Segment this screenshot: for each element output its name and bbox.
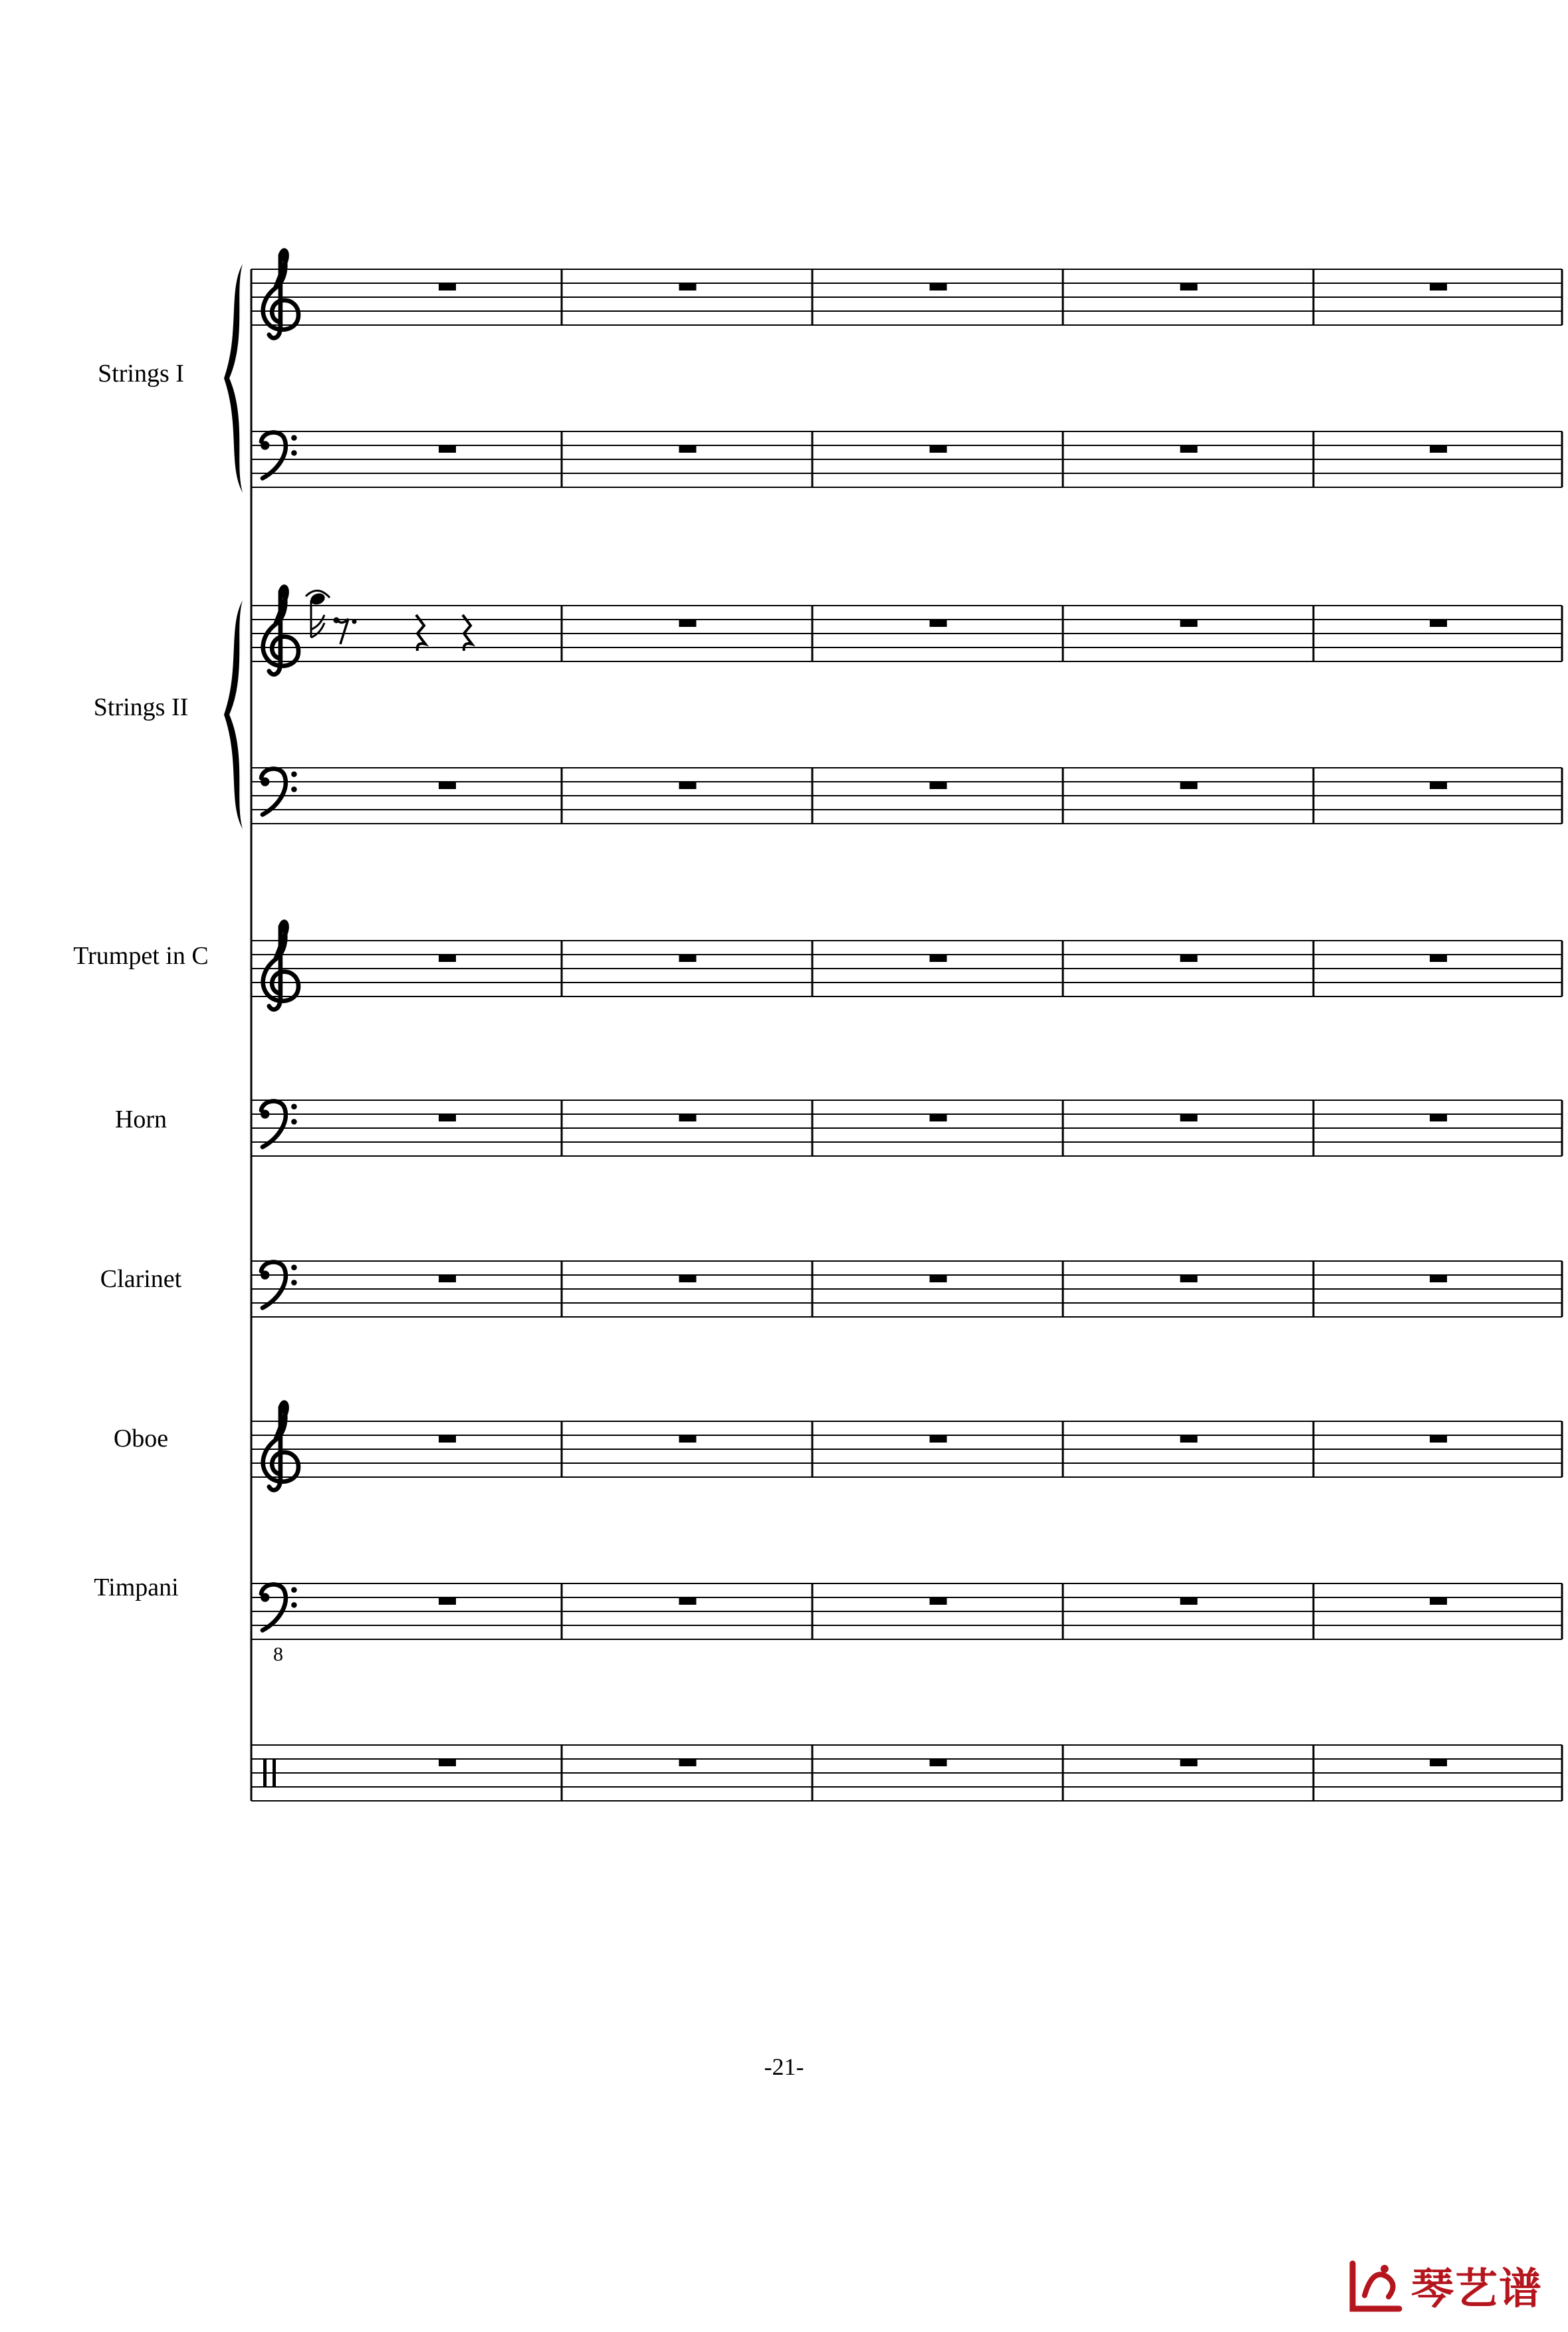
whole-rest-horn-4: [1180, 1114, 1198, 1121]
whole-rest-trumpet-5: [1430, 955, 1447, 962]
label-clarinet: Clarinet: [100, 1265, 182, 1293]
percussion-clef-icon: [263, 1760, 267, 1788]
whole-rest-strings1-bass-4: [1180, 445, 1198, 453]
whole-rest-strings2-bass-5: [1430, 782, 1447, 789]
clef-octave-mark: 8: [273, 1643, 283, 1665]
music-note-logo-icon: [1346, 2256, 1406, 2315]
bass-clef-icon: [261, 768, 297, 814]
whole-rest-strings1-bass-1: [439, 445, 456, 453]
whole-rest-percussion-3: [930, 1759, 947, 1766]
whole-rest-percussion-1: [439, 1759, 456, 1766]
whole-rest-trumpet-4: [1180, 955, 1198, 962]
whole-rest-strings2-treble-4: [1180, 620, 1198, 627]
whole-rest-horn-1: [439, 1114, 456, 1121]
whole-rest-trumpet-1: [439, 955, 456, 962]
whole-rest-clarinet-2: [679, 1275, 697, 1282]
eighth-rest-dot: [334, 618, 340, 624]
watermark-text: 琴艺谱: [1411, 2265, 1543, 2314]
whole-rest-horn-2: [679, 1114, 697, 1121]
whole-rest-trumpet-3: [930, 955, 947, 962]
whole-rest-timpani-5: [1430, 1597, 1447, 1605]
whole-rest-timpani-3: [930, 1597, 947, 1605]
whole-rest-strings2-bass-2: [679, 782, 697, 789]
whole-rest-strings2-bass-4: [1180, 782, 1198, 789]
whole-rest-timpani-1: [439, 1597, 456, 1605]
eighth-rest-icon: [338, 619, 348, 644]
whole-rest-strings2-treble-2: [679, 620, 697, 627]
whole-rest-clarinet-1: [439, 1275, 456, 1282]
whole-rest-percussion-5: [1430, 1759, 1447, 1766]
whole-rest-strings2-bass-1: [439, 782, 456, 789]
whole-rest-timpani-2: [679, 1597, 697, 1605]
label-trumpet: Trumpet in C: [73, 942, 209, 970]
whole-rest-strings1-bass-2: [679, 445, 697, 453]
treble-clef-icon: [263, 922, 298, 1010]
whole-rest-timpani-4: [1180, 1597, 1198, 1605]
whole-rest-strings2-treble-5: [1430, 620, 1447, 627]
label-oboe: Oboe: [113, 1425, 169, 1453]
label-strings-2: Strings II: [93, 693, 189, 721]
bass-clef-icon: [261, 1101, 297, 1147]
whole-rest-strings1-treble-4: [1180, 283, 1198, 291]
whole-rest-horn-5: [1430, 1114, 1447, 1121]
whole-rest-trumpet-2: [679, 955, 697, 962]
label-strings-1: Strings I: [98, 360, 184, 388]
whole-rest-oboe-2: [679, 1435, 697, 1443]
whole-rest-strings1-treble-2: [679, 283, 697, 291]
whole-rest-clarinet-5: [1430, 1275, 1447, 1282]
whole-rest-percussion-4: [1180, 1759, 1198, 1766]
label-timpani: Timpani: [94, 1574, 179, 1601]
treble-clef-icon: [263, 251, 298, 338]
whole-rest-oboe-5: [1430, 1435, 1447, 1443]
whole-rest-percussion-2: [679, 1759, 697, 1766]
whole-rest-strings2-treble-3: [930, 620, 947, 627]
whole-rest-strings1-bass-5: [1430, 445, 1447, 453]
percussion-clef-icon: [273, 1760, 276, 1788]
whole-rest-clarinet-3: [930, 1275, 947, 1282]
whole-rest-oboe-3: [930, 1435, 947, 1443]
bass-clef-icon: [261, 1584, 297, 1630]
whole-rest-oboe-1: [439, 1435, 456, 1443]
whole-rest-oboe-4: [1180, 1435, 1198, 1443]
whole-rest-horn-3: [930, 1114, 947, 1121]
treble-clef-icon: [263, 1403, 298, 1490]
bass-clef-icon: [261, 432, 297, 478]
label-horn: Horn: [114, 1106, 168, 1133]
watermark-logo: [1346, 2252, 1552, 2319]
whole-rest-strings1-bass-3: [930, 445, 947, 453]
whole-rest-strings2-bass-3: [930, 782, 947, 789]
whole-rest-clarinet-4: [1180, 1275, 1198, 1282]
treble-clef-icon: [263, 587, 298, 675]
page-number: -21-: [764, 2053, 804, 2080]
whole-rest-strings1-treble-5: [1430, 283, 1447, 291]
whole-rest-strings1-treble-3: [930, 283, 947, 291]
rest-augmentation-dot: [352, 620, 357, 624]
whole-rest-strings1-treble-1: [439, 283, 456, 291]
bass-clef-icon: [261, 1262, 297, 1308]
